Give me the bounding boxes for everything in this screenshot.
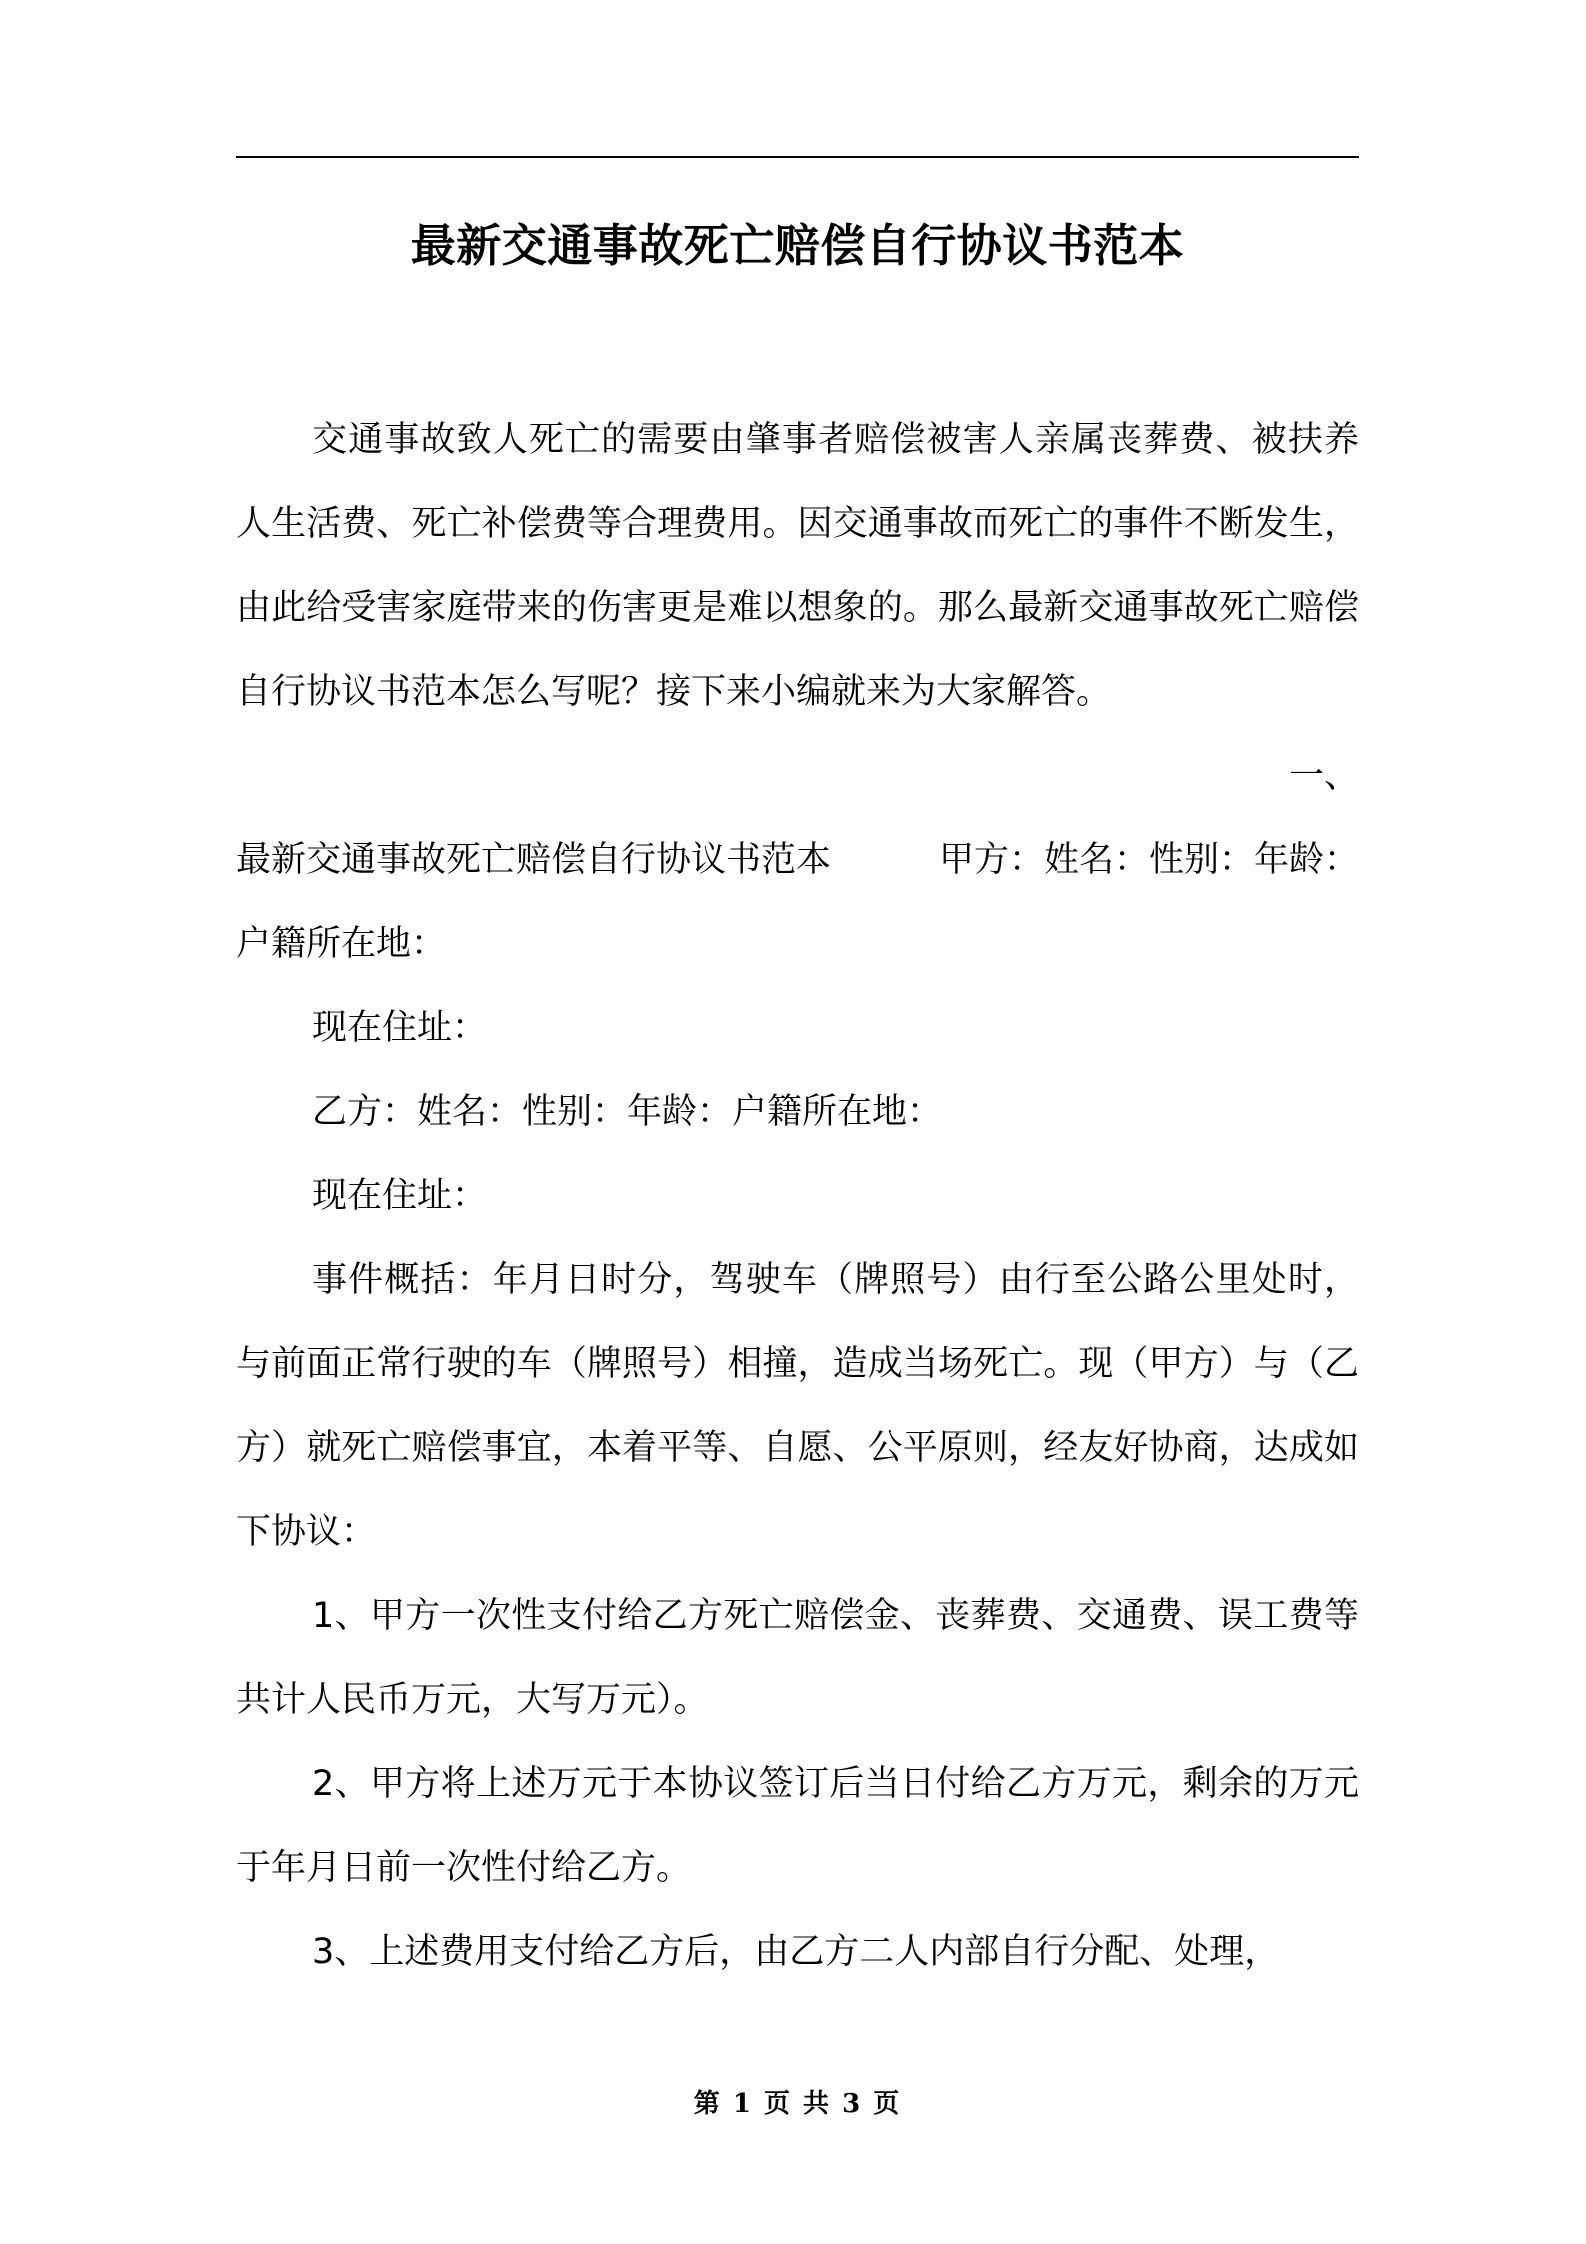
intro-paragraph: 交通事故致人死亡的需要由肇事者赔偿被害人亲属丧葬费、被扶养人生活费、死亡补偿费等合理费用。因交通事故而死亡的事件不断发生，由此给受害家庭带来的伤害更是难以想象的。那么最新交通事故死亡赔偿自行协议书范本怎么写呢？接下来小编就来为大家解答。 — [236, 420, 1359, 712]
clause-3: 3、上述费用支付给乙方后，由乙方二人内部自行分配、处理， — [312, 1932, 1280, 1972]
party-a-domicile: 户籍所在地： — [236, 924, 447, 964]
party-b-address: 现在住址： — [312, 1176, 488, 1216]
party-b-info: 乙方：姓名：性别：年龄：户籍所在地： — [312, 1092, 943, 1132]
page-number-footer: 第 1 页 共 3 页 — [693, 2089, 902, 2119]
document-title: 最新交通事故死亡赔偿自行协议书范本 — [410, 219, 1185, 272]
section-heading-line — [236, 818, 1359, 902]
section-numeral: 一、 — [1288, 756, 1359, 796]
party-a-address: 现在住址： — [312, 1008, 488, 1048]
clause-1: 1、甲方一次性支付给乙方死亡赔偿金、丧葬费、交通费、误工费等共计人民币万元，大写万元）。 — [236, 1596, 1359, 1720]
header-rule — [236, 156, 1359, 158]
party-a-info: 甲方：姓名：性别：年龄： — [938, 840, 1359, 880]
section-title: 最新交通事故死亡赔偿自行协议书范本 — [236, 840, 832, 880]
document-body — [236, 398, 1359, 1994]
clause-2: 2、甲方将上述万元于本协议签订后当日付给乙方万元，剩余的万元于年月日前一次性付给乙方。 — [236, 1764, 1359, 1888]
event-summary-paragraph: 事件概括：年月日时分，驾驶车（牌照号）由行至公路公里处时，与前面正常行驶的车（牌照号）相撞，造成当场死亡。现（甲方）与（乙方）就死亡赔偿事宜，本着平等、自愿、公平原则，经友好协商，达成如下协议： — [236, 1260, 1359, 1552]
